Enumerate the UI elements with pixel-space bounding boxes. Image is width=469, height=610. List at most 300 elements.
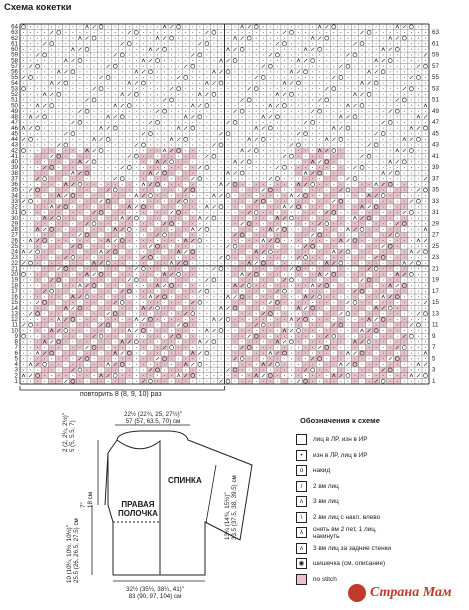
k3tog-symbol — [177, 374, 180, 377]
k3tog-symbol — [219, 306, 222, 309]
k2tog-symbol — [135, 82, 138, 85]
purl-symbol — [129, 223, 130, 224]
purl-symbol — [143, 251, 144, 252]
purl-symbol — [136, 246, 137, 247]
purl-symbol — [418, 178, 419, 179]
purl-symbol — [143, 218, 144, 219]
purl-symbol — [228, 347, 229, 348]
purl-symbol — [333, 99, 334, 100]
purl-symbol — [23, 195, 24, 196]
purl-symbol — [164, 229, 165, 230]
purl-symbol — [256, 83, 257, 84]
yarn-over-symbol — [198, 115, 202, 119]
purl-symbol — [390, 26, 391, 27]
purl-symbol — [129, 26, 130, 27]
purl-symbol — [291, 229, 292, 230]
purl-symbol — [58, 229, 59, 230]
purl-symbol — [298, 173, 299, 174]
purl-symbol — [263, 330, 264, 331]
k2tog-symbol — [311, 110, 314, 113]
purl-symbol — [369, 139, 370, 140]
purl-symbol — [129, 111, 130, 112]
k2tog-symbol — [205, 217, 208, 220]
purl-symbol — [122, 279, 123, 280]
k2tog-symbol — [297, 194, 300, 197]
purl-symbol — [44, 369, 45, 370]
purl-symbol — [129, 77, 130, 78]
purl-symbol — [242, 167, 243, 168]
purl-symbol — [164, 218, 165, 219]
purl-symbol — [192, 60, 193, 61]
purl-symbol — [206, 178, 207, 179]
purl-symbol — [383, 66, 384, 67]
purl-symbol — [284, 268, 285, 269]
purl-symbol — [235, 144, 236, 145]
k2tog-symbol — [114, 239, 117, 242]
purl-symbol — [256, 54, 257, 55]
purl-symbol — [101, 240, 102, 241]
purl-symbol — [221, 122, 222, 123]
purl-symbol — [235, 381, 236, 382]
purl-symbol — [143, 336, 144, 337]
purl-symbol — [157, 105, 158, 106]
purl-symbol — [383, 139, 384, 140]
purl-symbol — [270, 201, 271, 202]
purl-symbol — [326, 206, 327, 207]
purl-symbol — [185, 83, 186, 84]
purl-symbol — [164, 144, 165, 145]
purl-symbol — [425, 257, 426, 258]
purl-symbol — [277, 32, 278, 33]
purl-symbol — [87, 66, 88, 67]
purl-symbol — [298, 43, 299, 44]
purl-symbol — [51, 111, 52, 112]
k2tog-symbol — [50, 155, 53, 158]
purl-symbol — [129, 251, 130, 252]
purl-symbol — [425, 88, 426, 89]
purl-symbol — [347, 358, 348, 359]
purl-symbol — [376, 77, 377, 78]
purl-symbol — [298, 240, 299, 241]
purl-symbol — [284, 212, 285, 213]
purl-symbol — [72, 279, 73, 280]
purl-symbol — [37, 26, 38, 27]
purl-symbol — [157, 223, 158, 224]
purl-symbol — [418, 122, 419, 123]
purl-symbol — [192, 324, 193, 325]
purl-symbol — [164, 83, 165, 84]
k2tog-symbol — [283, 31, 286, 34]
purl-symbol — [312, 178, 313, 179]
purl-symbol — [30, 54, 31, 55]
purl-symbol — [249, 77, 250, 78]
purl-symbol — [284, 184, 285, 185]
k2tog-symbol — [325, 273, 328, 276]
purl-symbol — [235, 54, 236, 55]
yarn-over-symbol — [29, 261, 33, 265]
purl-symbol — [199, 246, 200, 247]
purl-symbol — [157, 375, 158, 376]
purl-symbol — [312, 353, 313, 354]
purl-symbol — [101, 49, 102, 50]
purl-symbol — [326, 173, 327, 174]
purl-symbol — [333, 60, 334, 61]
purl-symbol — [298, 279, 299, 280]
purl-symbol — [319, 364, 320, 365]
purl-symbol — [362, 99, 363, 100]
purl-symbol — [30, 234, 31, 235]
purl-symbol — [291, 285, 292, 286]
purl-symbol — [383, 218, 384, 219]
purl-symbol — [235, 139, 236, 140]
purl-symbol — [228, 38, 229, 39]
purl-symbol — [115, 206, 116, 207]
purl-symbol — [94, 195, 95, 196]
purl-symbol — [108, 257, 109, 258]
yarn-over-symbol — [240, 47, 244, 51]
purl-symbol — [87, 246, 88, 247]
purl-symbol — [242, 94, 243, 95]
purl-symbol — [164, 167, 165, 168]
purl-symbol — [383, 32, 384, 33]
purl-symbol — [30, 218, 31, 219]
purl-symbol — [305, 94, 306, 95]
purl-symbol — [143, 223, 144, 224]
purl-symbol — [326, 66, 327, 67]
purl-symbol — [87, 212, 88, 213]
purl-symbol — [291, 381, 292, 382]
k2tog-symbol — [149, 121, 152, 124]
purl-symbol — [23, 353, 24, 354]
yarn-over-symbol — [212, 92, 216, 96]
purl-symbol — [23, 330, 24, 331]
purl-symbol — [122, 38, 123, 39]
purl-symbol — [418, 49, 419, 50]
purl-symbol — [72, 285, 73, 286]
purl-symbol — [192, 99, 193, 100]
purl-symbol — [383, 268, 384, 269]
purl-symbol — [51, 375, 52, 376]
purl-symbol — [65, 223, 66, 224]
purl-symbol — [65, 246, 66, 247]
purl-symbol — [347, 291, 348, 292]
purl-symbol — [418, 246, 419, 247]
purl-symbol — [58, 99, 59, 100]
purl-symbol — [347, 122, 348, 123]
purl-symbol — [51, 223, 52, 224]
purl-symbol — [333, 319, 334, 320]
purl-symbol — [23, 206, 24, 207]
purl-symbol — [355, 99, 356, 100]
purl-symbol — [192, 319, 193, 320]
k3tog-symbol — [142, 59, 145, 62]
k2tog-symbol — [64, 194, 67, 197]
purl-symbol — [242, 279, 243, 280]
purl-symbol — [362, 313, 363, 314]
purl-symbol — [221, 251, 222, 252]
purl-symbol — [256, 319, 257, 320]
purl-symbol — [425, 32, 426, 33]
purl-symbol — [79, 116, 80, 117]
purl-symbol — [369, 99, 370, 100]
purl-symbol — [369, 167, 370, 168]
purl-symbol — [79, 167, 80, 168]
purl-symbol — [37, 347, 38, 348]
purl-symbol — [369, 43, 370, 44]
purl-symbol — [72, 77, 73, 78]
purl-symbol — [347, 195, 348, 196]
purl-symbol — [326, 122, 327, 123]
purl-symbol — [333, 268, 334, 269]
k2tog-symbol — [389, 172, 392, 175]
purl-symbol — [425, 173, 426, 174]
purl-symbol — [129, 324, 130, 325]
purl-symbol — [23, 240, 24, 241]
purl-symbol — [23, 156, 24, 157]
purl-symbol — [305, 111, 306, 112]
purl-symbol — [171, 218, 172, 219]
purl-symbol — [277, 139, 278, 140]
purl-symbol — [150, 347, 151, 348]
purl-symbol — [305, 364, 306, 365]
purl-symbol — [185, 38, 186, 39]
purl-symbol — [404, 229, 405, 230]
purl-symbol — [221, 341, 222, 342]
purl-symbol — [340, 195, 341, 196]
purl-symbol — [136, 122, 137, 123]
purl-symbol — [298, 139, 299, 140]
yarn-over-symbol — [311, 120, 315, 124]
purl-symbol — [51, 274, 52, 275]
yarn-over-symbol — [353, 300, 357, 304]
purl-symbol — [94, 268, 95, 269]
purl-symbol — [376, 302, 377, 303]
purl-symbol — [340, 83, 341, 84]
purl-symbol — [249, 369, 250, 370]
purl-symbol — [164, 375, 165, 376]
purl-symbol — [390, 212, 391, 213]
purl-symbol — [333, 178, 334, 179]
purl-symbol — [185, 341, 186, 342]
purl-symbol — [79, 364, 80, 365]
purl-symbol — [418, 279, 419, 280]
purl-symbol — [51, 358, 52, 359]
purl-symbol — [418, 111, 419, 112]
purl-symbol — [72, 330, 73, 331]
purl-symbol — [256, 156, 257, 157]
purl-symbol — [249, 313, 250, 314]
yarn-over-symbol — [127, 104, 131, 108]
k2tog-symbol — [135, 143, 138, 146]
purl-symbol — [270, 161, 271, 162]
purl-symbol — [235, 201, 236, 202]
purl-symbol — [164, 178, 165, 179]
purl-symbol — [228, 99, 229, 100]
purl-symbol — [129, 308, 130, 309]
purl-symbol — [185, 60, 186, 61]
purl-symbol — [355, 274, 356, 275]
purl-symbol — [79, 66, 80, 67]
yarn-over-symbol — [205, 104, 209, 108]
purl-symbol — [79, 218, 80, 219]
purl-symbol — [58, 133, 59, 134]
purl-symbol — [277, 133, 278, 134]
k3tog-symbol — [107, 115, 110, 118]
purl-symbol — [213, 308, 214, 309]
purl-symbol — [30, 156, 31, 157]
purl-symbol — [51, 189, 52, 190]
yarn-over-symbol — [290, 154, 294, 158]
purl-symbol — [101, 347, 102, 348]
purl-symbol — [213, 26, 214, 27]
purl-symbol — [284, 77, 285, 78]
purl-symbol — [418, 229, 419, 230]
purl-symbol — [115, 111, 116, 112]
purl-symbol — [235, 353, 236, 354]
purl-symbol — [340, 341, 341, 342]
k2tog-symbol — [149, 59, 152, 62]
purl-symbol — [270, 32, 271, 33]
purl-symbol — [101, 122, 102, 123]
k2tog-symbol — [57, 143, 60, 146]
purl-symbol — [178, 246, 179, 247]
purl-symbol — [263, 218, 264, 219]
purl-symbol — [213, 257, 214, 258]
k3tog-symbol — [396, 149, 399, 152]
purl-symbol — [199, 26, 200, 27]
purl-symbol — [30, 285, 31, 286]
purl-symbol — [164, 184, 165, 185]
k2tog-symbol — [128, 278, 131, 281]
purl-symbol — [291, 308, 292, 309]
purl-symbol — [270, 77, 271, 78]
purl-symbol — [115, 274, 116, 275]
k2tog-symbol — [170, 87, 173, 90]
purl-symbol — [263, 341, 264, 342]
purl-symbol — [319, 133, 320, 134]
purl-symbol — [235, 133, 236, 134]
purl-symbol — [192, 88, 193, 89]
yarn-over-symbol — [240, 109, 244, 113]
purl-symbol — [249, 94, 250, 95]
purl-symbol — [284, 49, 285, 50]
purl-symbol — [164, 43, 165, 44]
k2tog-symbol — [346, 115, 349, 118]
purl-symbol — [101, 32, 102, 33]
purl-symbol — [23, 167, 24, 168]
purl-symbol — [101, 257, 102, 258]
purl-symbol — [108, 308, 109, 309]
purl-symbol — [369, 38, 370, 39]
purl-symbol — [221, 66, 222, 67]
yarn-over-symbol — [360, 227, 364, 231]
purl-symbol — [115, 358, 116, 359]
purl-symbol — [355, 128, 356, 129]
purl-symbol — [101, 229, 102, 230]
purl-symbol — [129, 268, 130, 269]
purl-symbol — [284, 381, 285, 382]
purl-symbol — [72, 139, 73, 140]
purl-symbol — [333, 358, 334, 359]
purl-symbol — [94, 201, 95, 202]
purl-symbol — [157, 229, 158, 230]
yarn-over-symbol — [233, 59, 237, 63]
purl-symbol — [129, 71, 130, 72]
purl-symbol — [305, 206, 306, 207]
purl-symbol — [87, 88, 88, 89]
purl-symbol — [298, 122, 299, 123]
k2tog-symbol — [297, 132, 300, 135]
purl-symbol — [228, 251, 229, 252]
purl-symbol — [213, 122, 214, 123]
purl-symbol — [418, 302, 419, 303]
purl-symbol — [235, 279, 236, 280]
purl-symbol — [30, 195, 31, 196]
yarn-over-symbol — [416, 137, 420, 141]
k2tog-symbol — [93, 273, 96, 276]
purl-symbol — [235, 94, 236, 95]
purl-symbol — [136, 336, 137, 337]
purl-symbol — [192, 144, 193, 145]
purl-symbol — [242, 268, 243, 269]
purl-symbol — [312, 26, 313, 27]
purl-symbol — [312, 313, 313, 314]
k3tog-symbol — [135, 194, 138, 197]
purl-symbol — [199, 313, 200, 314]
purl-symbol — [242, 139, 243, 140]
purl-symbol — [171, 319, 172, 320]
purl-symbol — [228, 302, 229, 303]
purl-symbol — [37, 60, 38, 61]
purl-symbol — [30, 223, 31, 224]
purl-symbol — [305, 128, 306, 129]
purl-symbol — [228, 240, 229, 241]
purl-symbol — [347, 274, 348, 275]
purl-symbol — [319, 229, 320, 230]
k2tog-symbol — [311, 233, 314, 236]
purl-symbol — [347, 111, 348, 112]
purl-symbol — [37, 291, 38, 292]
purl-symbol — [65, 139, 66, 140]
purl-symbol — [178, 347, 179, 348]
yarn-over-symbol — [388, 59, 392, 63]
purl-symbol — [263, 234, 264, 235]
purl-symbol — [30, 336, 31, 337]
purl-symbol — [425, 38, 426, 39]
purl-symbol — [122, 212, 123, 213]
purl-symbol — [213, 313, 214, 314]
purl-symbol — [164, 240, 165, 241]
yarn-over-symbol — [36, 64, 40, 68]
yarn-over-symbol — [170, 345, 174, 349]
purl-symbol — [44, 347, 45, 348]
yarn-over-symbol — [226, 379, 230, 383]
purl-symbol — [199, 369, 200, 370]
k3tog-symbol — [410, 250, 413, 253]
yarn-over-symbol — [416, 199, 420, 203]
purl-symbol — [326, 341, 327, 342]
purl-symbol — [355, 375, 356, 376]
purl-symbol — [206, 54, 207, 55]
purl-symbol — [79, 139, 80, 140]
purl-symbol — [129, 274, 130, 275]
k3tog-symbol — [325, 138, 328, 141]
purl-symbol — [206, 336, 207, 337]
purl-symbol — [319, 66, 320, 67]
purl-symbol — [291, 291, 292, 292]
purl-symbol — [192, 358, 193, 359]
purl-symbol — [178, 257, 179, 258]
